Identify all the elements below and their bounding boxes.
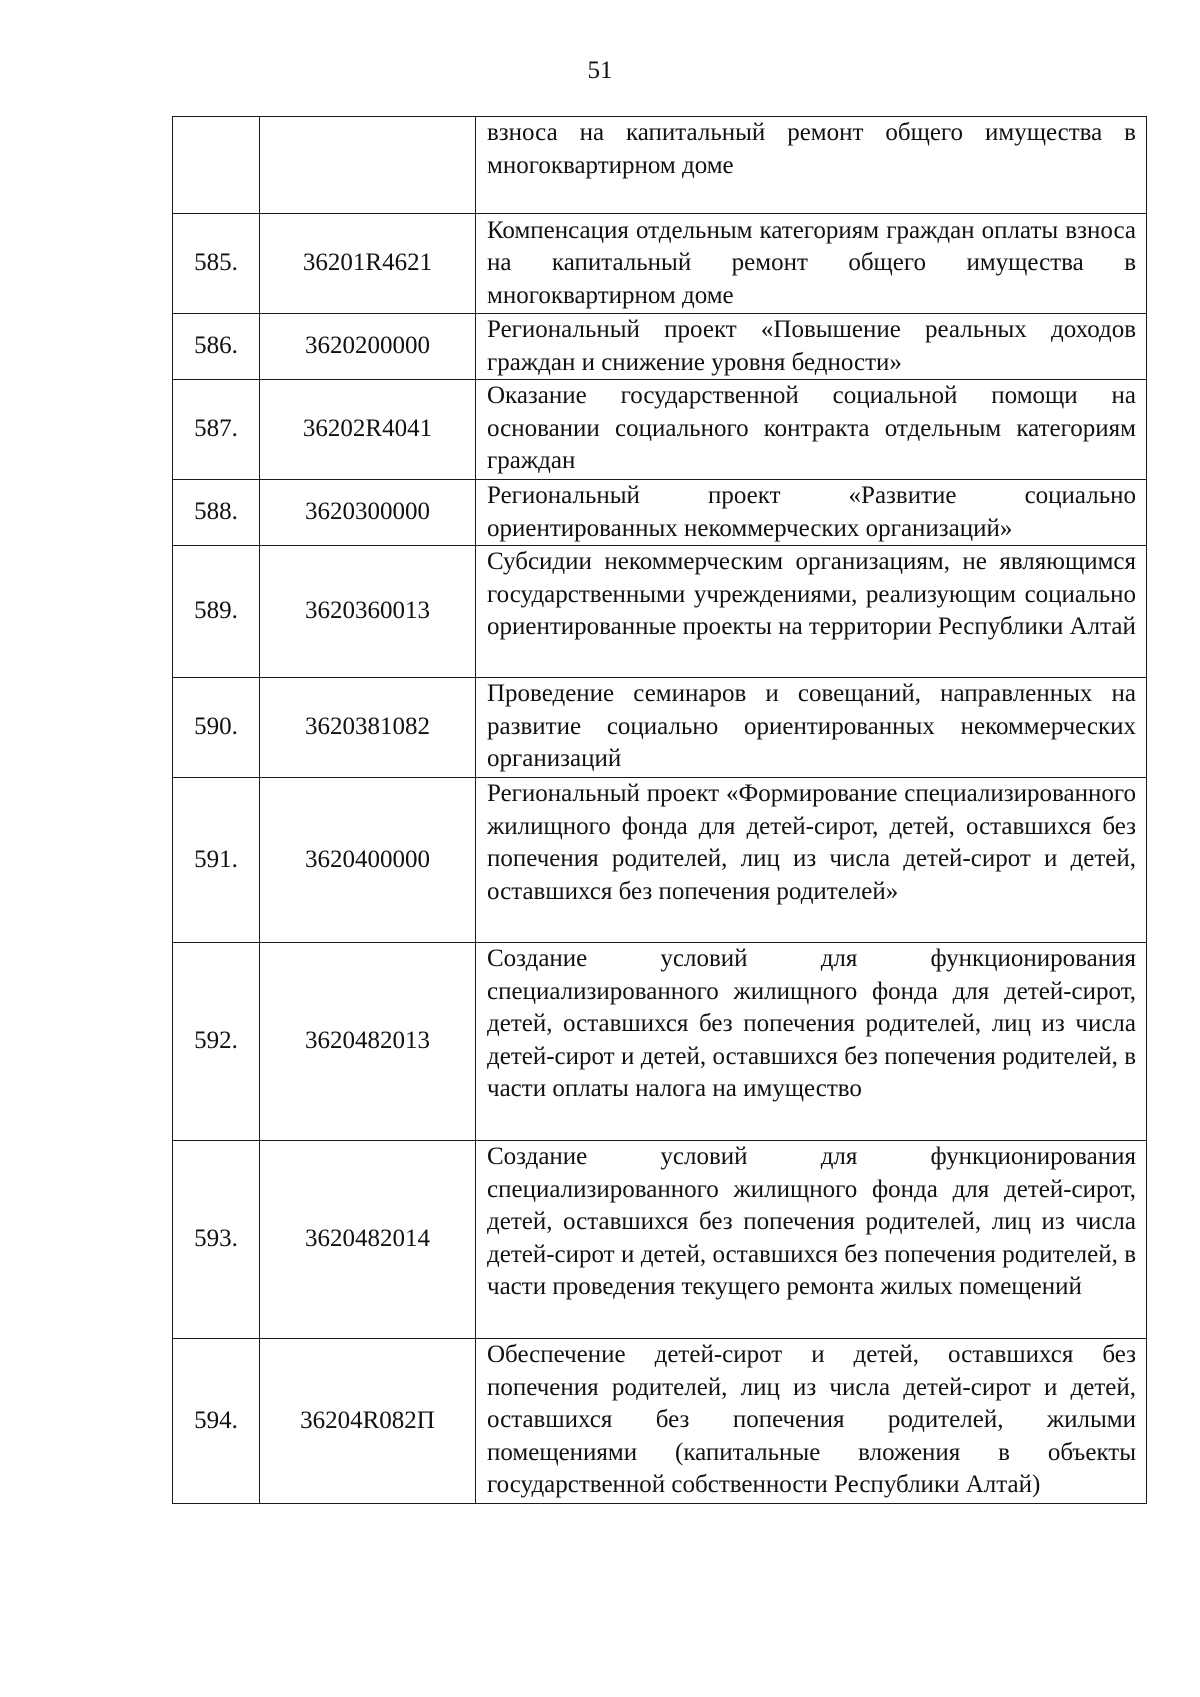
- row-number: 591.: [173, 778, 260, 943]
- budget-classification-table: [172, 116, 1147, 1504]
- row-number: 593.: [173, 1141, 260, 1339]
- row-number: 588.: [173, 480, 260, 546]
- table-row: [173, 778, 1147, 943]
- page-number: 51: [587, 57, 613, 84]
- target-article-code: 3620360013: [260, 546, 476, 678]
- target-article-code: 3620300000: [260, 480, 476, 546]
- table-row: [173, 1339, 1147, 1504]
- row-number: 586.: [173, 314, 260, 380]
- row-description-text: Обеспечение детей-сирот и детей, оставшихся без попечения родителей, лиц из числа детей-сирот и детей, оставшихся без попечения родителей, жилыми помещениями (капитальные вложения в объекты государственной собственности Республики Алтай): [487, 1341, 1136, 1498]
- row-number: 587.: [173, 380, 260, 480]
- row-description: [476, 117, 1147, 214]
- target-article-code: 36204R082П: [260, 1339, 476, 1504]
- table-row: [173, 117, 1147, 214]
- table-row: [173, 214, 1147, 314]
- row-description: [476, 546, 1147, 678]
- row-description: [476, 214, 1147, 314]
- row-number: 589.: [173, 546, 260, 678]
- table-row: [173, 546, 1147, 678]
- target-article-code: 36201R4621: [260, 214, 476, 314]
- table-row: [173, 380, 1147, 480]
- table-row: [173, 1141, 1147, 1339]
- row-number: 594.: [173, 1339, 260, 1504]
- table-row: [173, 678, 1147, 778]
- target-article-code: [260, 117, 476, 214]
- row-description-text: Создание условий для функционирования специализированного жилищного фонда для детей-сирот, детей, оставшихся без попечения родителей, лиц из числа детей-сирот и детей, оставшихся без попечения родителей, в части оплаты налога на имущество: [487, 945, 1136, 1102]
- row-number: 592.: [173, 943, 260, 1141]
- target-article-code: 3620400000: [260, 778, 476, 943]
- row-description-text: Субсидии некоммерческим организациям, не являющимся государственными учреждениями, реализующим социально ориентированные проекты на территории Республики Алтай: [487, 548, 1136, 640]
- row-description: [476, 678, 1147, 778]
- row-description-text: взноса на капитальный ремонт общего имущества в многоквартирном доме: [487, 119, 1136, 179]
- table-row: [173, 480, 1147, 546]
- target-article-code: 3620482014: [260, 1141, 476, 1339]
- row-number: 585.: [173, 214, 260, 314]
- row-description-text: Проведение семинаров и совещаний, направленных на развитие социально ориентированных некоммерческих организаций: [487, 680, 1136, 772]
- row-description-text: Региональный проект «Развитие социально ориентированных некоммерческих организаций»: [487, 482, 1136, 542]
- row-description: [476, 778, 1147, 943]
- table-row: [173, 943, 1147, 1141]
- row-description: [476, 480, 1147, 546]
- row-description: [476, 380, 1147, 480]
- row-description-text: Региональный проект «Повышение реальных доходов граждан и снижение уровня бедности»: [487, 316, 1136, 376]
- target-article-code: 3620381082: [260, 678, 476, 778]
- target-article-code: 3620482013: [260, 943, 476, 1141]
- row-description: [476, 943, 1147, 1141]
- row-description: [476, 1339, 1147, 1504]
- row-description: [476, 314, 1147, 380]
- row-description-text: Оказание государственной социальной помощи на основании социального контракта отдельным категориям граждан: [487, 382, 1136, 474]
- target-article-code: 3620200000: [260, 314, 476, 380]
- target-article-code: 36202R4041: [260, 380, 476, 480]
- row-description: [476, 1141, 1147, 1339]
- row-number: [173, 117, 260, 214]
- row-description-text: Компенсация отдельным категориям граждан оплаты взноса на капитальный ремонт общего имущества в многоквартирном доме: [487, 216, 1136, 309]
- row-description-text: Региональный проект «Формирование специализированного жилищного фонда для детей-сирот, детей, оставшихся без попечения родителей, лиц из числа детей-сирот и детей, оставшихся без попечения родителей»: [487, 780, 1136, 905]
- row-description-text: Создание условий для функционирования специализированного жилищного фонда для детей-сирот, детей, оставшихся без попечения родителей, лиц из числа детей-сирот и детей, оставшихся без попечения родителей, в части проведения текущего ремонта жилых помещений: [487, 1143, 1136, 1300]
- table-row: [173, 314, 1147, 380]
- row-number: 590.: [173, 678, 260, 778]
